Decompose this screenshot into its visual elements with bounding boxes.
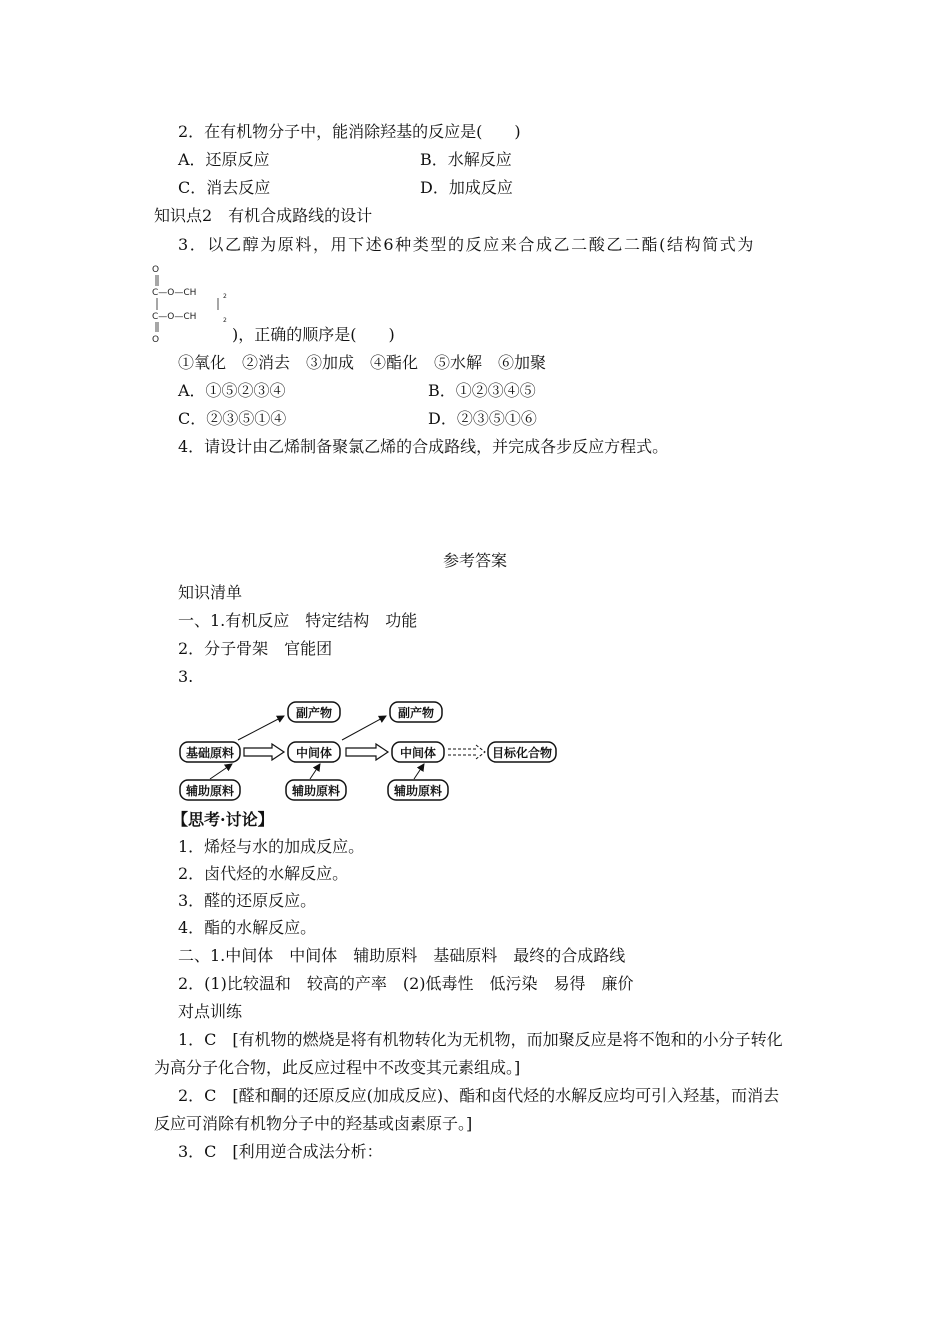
q2-option-a: A．还原反应 <box>178 150 270 169</box>
flow-node-intermediate-1 <box>288 742 340 762</box>
flow-arrow-mid2-to-target-dashed <box>448 745 485 759</box>
flow-node-raw-material <box>180 742 240 762</box>
svg-text:目标化合物: 目标化合物 <box>491 746 553 760</box>
answer-2-1: 二、1.中间体 中间体 辅助原料 基础原料 最终的合成路线 <box>178 946 626 965</box>
mol-o-bottom: O <box>152 335 160 344</box>
mol-sub2: 2 <box>223 317 227 324</box>
svg-text:辅助原料: 辅助原料 <box>291 784 341 798</box>
flow-node-byproduct-2 <box>390 702 442 722</box>
flow-arrow-aux3-up <box>414 764 424 779</box>
flow-arrow-aux1-up <box>210 764 232 779</box>
flow-node-target-compound <box>488 742 556 762</box>
flow-arrow-aux2-up <box>310 764 320 779</box>
q3-stem-line1: 3．以乙醇为原料，用下述6种类型的反应来合成乙二酸乙二酯(结构简式为 <box>178 235 756 254</box>
answers-section-practice: 对点训练 <box>178 1002 243 1021</box>
practice-answer-2-line1: 2．C [醛和酮的还原反应(加成反应)、酯和卤代烃的水解反应均可引入羟基，而消去 <box>178 1086 780 1105</box>
practice-answer-1-line1: 1．C [有机物的燃烧是将有机物转化为无机物，而加聚反应是将不饱和的小分子转化 <box>178 1030 783 1049</box>
q3-reaction-list: ①氧化 ②消去 ③加成 ④酯化 ⑤水解 ⑥加聚 <box>178 353 547 372</box>
flow-node-auxiliary-3 <box>388 780 448 800</box>
flow-arrow-mid1-to-mid2 <box>346 744 388 760</box>
synthesis-flow-diagram <box>170 696 570 806</box>
svg-text:副产物: 副产物 <box>397 706 435 720</box>
mol-sub1: 2 <box>223 293 227 300</box>
q2-stem: 2．在有机物分子中，能消除羟基的反应是( ) <box>178 122 521 141</box>
practice-answer-2-line2: 反应可消除有机物分子中的羟基或卤素原子。] <box>154 1114 473 1133</box>
answer-2-2: 2．(1)比较温和 较高的产率 (2)低毒性 低污染 易得 廉价 <box>178 974 634 993</box>
svg-text:辅助原料: 辅助原料 <box>393 784 443 798</box>
q3-option-a: A．①⑤②③④ <box>178 381 286 400</box>
think-answer-2: 2．卤代烃的水解反应。 <box>178 864 349 883</box>
q3-option-b: B．①②③④⑤ <box>428 381 536 400</box>
answer-1-2: 2．分子骨架 官能团 <box>178 639 333 658</box>
mol-o-top: O <box>152 265 160 275</box>
think-answer-3: 3．醛的还原反应。 <box>178 891 317 910</box>
answer-1-1: 一、1.有机反应 特定结构 功能 <box>178 611 418 630</box>
flow-arrow-raw-to-mid1 <box>244 744 284 760</box>
flow-node-auxiliary-2 <box>286 780 346 800</box>
q3-option-d: D．②③⑤①⑥ <box>428 409 537 428</box>
q2-option-c: C．消去反应 <box>178 178 271 197</box>
knowledge-point-2: 知识点2 有机合成路线的设计 <box>154 206 373 225</box>
practice-answer-1-line2: 为高分子化合物，此反应过程中不改变其元素组成。] <box>154 1058 521 1077</box>
answers-title: 参考答案 <box>442 551 507 570</box>
answer-1-3: 3. <box>178 667 194 686</box>
practice-answer-3: 3．C [利用逆合成法分析： <box>178 1142 383 1161</box>
svg-text:辅助原料: 辅助原料 <box>185 784 235 798</box>
think-answer-4: 4．酯的水解反应。 <box>178 918 317 937</box>
flow-arrow-raw-to-byproduct <box>238 716 284 740</box>
svg-text:中间体: 中间体 <box>295 746 333 760</box>
flow-node-auxiliary-1 <box>180 780 240 800</box>
svg-text:副产物: 副产物 <box>295 706 333 720</box>
q3-option-c: C．②③⑤①④ <box>178 409 287 428</box>
svg-text:中间体: 中间体 <box>399 746 437 760</box>
q4-stem: 4．请设计由乙烯制备聚氯乙烯的合成路线，并完成各步反应方程式。 <box>178 437 669 456</box>
think-answer-1: 1．烯烃与水的加成反应。 <box>178 837 365 856</box>
svg-text:基础原料: 基础原料 <box>185 746 235 760</box>
flow-node-byproduct-1 <box>288 702 340 722</box>
q2-option-d: D．加成反应 <box>420 178 513 197</box>
think-discuss-title: 【思考·讨论】 <box>172 810 274 829</box>
q2-option-b: B．水解反应 <box>420 150 512 169</box>
mol-row1: C—O—CH <box>152 288 197 298</box>
flow-arrow-mid1-to-byproduct <box>342 716 386 740</box>
answers-section-knowledge: 知识清单 <box>178 583 243 602</box>
mol-row2: C—O—CH <box>152 312 197 322</box>
q3-stem-line2: )，正确的顺序是( ) <box>232 325 395 344</box>
ethylene-oxalate-structure <box>146 262 236 344</box>
flow-node-intermediate-2 <box>392 742 444 762</box>
